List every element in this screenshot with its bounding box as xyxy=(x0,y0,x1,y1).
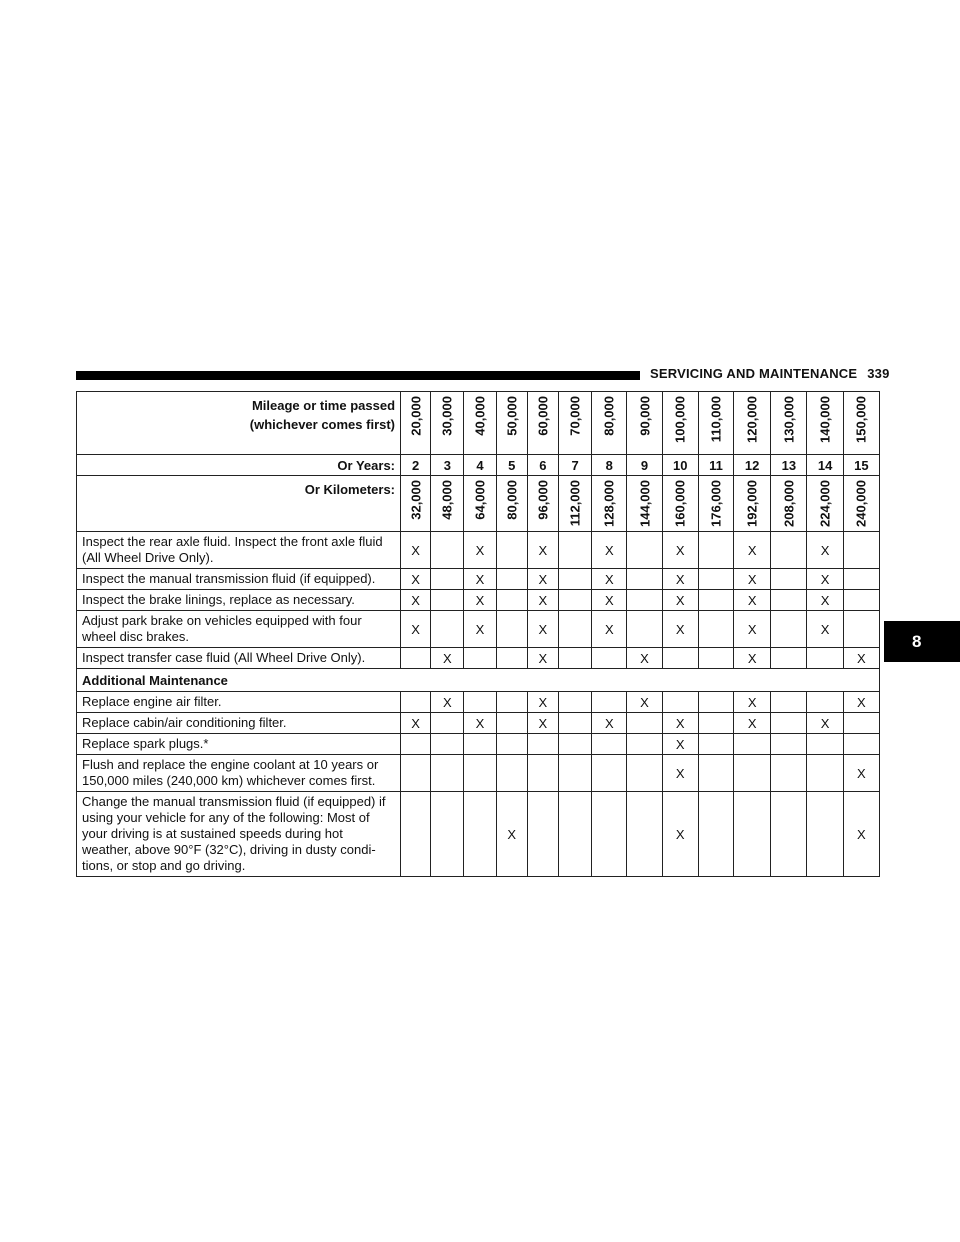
service-mark: X xyxy=(431,648,464,669)
mileage-header-row xyxy=(77,392,880,455)
mileage-column-header xyxy=(592,392,627,455)
mileage-column-header xyxy=(558,392,591,455)
mileage-column-header-text: 120,000 xyxy=(744,396,760,443)
service-mark: X xyxy=(734,611,771,648)
mileage-column-header xyxy=(431,392,464,455)
service-mark xyxy=(558,734,591,755)
years-row xyxy=(77,455,880,476)
service-mark: X xyxy=(734,532,771,569)
service-mark xyxy=(464,734,496,755)
service-mark xyxy=(527,792,558,877)
service-mark xyxy=(843,532,879,569)
service-mark: X xyxy=(627,648,662,669)
service-mark xyxy=(662,648,698,669)
service-mark xyxy=(496,569,527,590)
service-mark xyxy=(558,755,591,792)
years-cell: 5 xyxy=(496,455,527,476)
mileage-column-header-text: 90,000 xyxy=(637,396,652,436)
service-mark xyxy=(431,792,464,877)
mileage-column-header xyxy=(662,392,698,455)
service-mark: X xyxy=(662,734,698,755)
task-description: Replace spark plugs.* xyxy=(77,734,401,755)
years-cell: 10 xyxy=(662,455,698,476)
service-mark: X xyxy=(527,532,558,569)
service-mark: X xyxy=(807,611,843,648)
service-mark: X xyxy=(662,611,698,648)
service-mark: X xyxy=(592,713,627,734)
service-mark: X xyxy=(401,532,431,569)
mileage-column-header-text: 130,000 xyxy=(781,396,797,443)
task-description: Inspect the brake linings, replace as necessary. xyxy=(77,590,401,611)
service-mark xyxy=(627,532,662,569)
mileage-column-header-text: 20,000 xyxy=(408,396,424,436)
service-mark xyxy=(592,692,627,713)
service-mark xyxy=(496,611,527,648)
service-mark: X xyxy=(527,692,558,713)
service-mark: X xyxy=(662,590,698,611)
service-mark xyxy=(431,532,464,569)
kilometers-column-header xyxy=(496,476,527,532)
service-mark: X xyxy=(843,755,879,792)
service-mark xyxy=(496,755,527,792)
kilometers-column-header xyxy=(431,476,464,532)
kilometers-column-header-text: 160,000 xyxy=(672,480,688,527)
service-mark: X xyxy=(662,532,698,569)
kilometers-column-header-text: 144,000 xyxy=(637,480,652,527)
kilometers-column-header xyxy=(627,476,662,532)
mileage-column-header xyxy=(464,392,496,455)
service-mark: X xyxy=(401,713,431,734)
kilometers-row xyxy=(77,476,880,532)
service-mark: X xyxy=(464,532,496,569)
kilometers-column-header xyxy=(527,476,558,532)
service-mark: X xyxy=(431,692,464,713)
table-row xyxy=(77,713,880,734)
service-mark: X xyxy=(592,532,627,569)
service-mark xyxy=(558,792,591,877)
service-mark xyxy=(627,792,662,877)
mileage-column-header-text: 140,000 xyxy=(817,396,833,443)
kilometers-column-header-text: 48,000 xyxy=(439,480,455,520)
kilometers-column-header xyxy=(662,476,698,532)
kilometers-column-header xyxy=(401,476,431,532)
mileage-column-header-text: 70,000 xyxy=(567,396,583,436)
kilometers-column-header-text: 176,000 xyxy=(708,480,724,527)
table-row xyxy=(77,532,880,569)
service-mark xyxy=(843,713,879,734)
service-mark: X xyxy=(401,590,431,611)
service-mark xyxy=(698,692,733,713)
service-mark xyxy=(431,569,464,590)
service-mark xyxy=(627,590,662,611)
service-mark xyxy=(558,590,591,611)
service-mark: X xyxy=(843,792,879,877)
service-mark: X xyxy=(592,590,627,611)
service-mark: X xyxy=(527,713,558,734)
mileage-column-header xyxy=(771,392,807,455)
service-mark xyxy=(698,648,733,669)
section-title: SERVICING AND MAINTENANCE xyxy=(650,366,858,381)
service-mark: X xyxy=(807,532,843,569)
mileage-column-header-text: 60,000 xyxy=(535,396,551,436)
years-cell: 14 xyxy=(807,455,843,476)
service-mark: X xyxy=(662,569,698,590)
service-mark xyxy=(592,648,627,669)
service-mark xyxy=(807,792,843,877)
kilometers-column-header xyxy=(734,476,771,532)
service-mark xyxy=(843,611,879,648)
service-mark xyxy=(771,713,807,734)
service-mark xyxy=(771,692,807,713)
service-mark: X xyxy=(734,713,771,734)
service-mark xyxy=(558,713,591,734)
kilometers-label: Or Kilometers: xyxy=(77,476,401,532)
task-description: Inspect the manual transmission fluid (if equipped). xyxy=(77,569,401,590)
service-mark xyxy=(496,713,527,734)
service-mark xyxy=(771,648,807,669)
kilometers-column-header-text: 112,000 xyxy=(567,480,583,527)
service-mark xyxy=(698,734,733,755)
service-mark: X xyxy=(527,648,558,669)
service-mark xyxy=(431,755,464,792)
kilometers-column-header xyxy=(464,476,496,532)
mileage-column-header xyxy=(496,392,527,455)
task-description: Inspect the rear axle fluid. Inspect the front axle fluid (All Wheel Drive Only). xyxy=(77,532,401,569)
mileage-column-header-text: 40,000 xyxy=(472,396,488,436)
years-label: Or Years: xyxy=(77,455,401,476)
mileage-column-header xyxy=(627,392,662,455)
service-mark xyxy=(807,692,843,713)
service-mark xyxy=(734,734,771,755)
mileage-column-header xyxy=(527,392,558,455)
service-mark xyxy=(401,755,431,792)
service-mark xyxy=(734,792,771,877)
service-mark: X xyxy=(807,713,843,734)
service-mark: X xyxy=(527,611,558,648)
service-mark: X xyxy=(627,692,662,713)
service-mark: X xyxy=(807,569,843,590)
service-mark: X xyxy=(527,590,558,611)
years-cell: 12 xyxy=(734,455,771,476)
kilometers-column-header-text: 96,000 xyxy=(535,480,551,520)
service-mark: X xyxy=(592,569,627,590)
service-mark xyxy=(698,792,733,877)
table-row xyxy=(77,590,880,611)
service-mark xyxy=(592,755,627,792)
section-heading: Additional Maintenance xyxy=(77,669,880,692)
service-mark: X xyxy=(662,713,698,734)
service-mark xyxy=(558,569,591,590)
service-mark xyxy=(401,692,431,713)
service-mark: X xyxy=(527,569,558,590)
service-mark xyxy=(401,792,431,877)
service-mark xyxy=(698,590,733,611)
kilometers-column-header xyxy=(771,476,807,532)
service-mark: X xyxy=(464,611,496,648)
service-mark xyxy=(698,611,733,648)
service-mark xyxy=(843,569,879,590)
service-mark: X xyxy=(464,569,496,590)
service-mark xyxy=(431,713,464,734)
service-mark xyxy=(431,611,464,648)
mileage-column-header xyxy=(807,392,843,455)
service-mark xyxy=(558,532,591,569)
section-row xyxy=(77,669,880,692)
service-mark xyxy=(843,734,879,755)
years-cell: 4 xyxy=(464,455,496,476)
service-mark xyxy=(771,734,807,755)
kilometers-column-header-text: 80,000 xyxy=(504,480,520,520)
service-mark: X xyxy=(843,648,879,669)
mileage-column-header-text: 80,000 xyxy=(601,396,617,436)
service-mark: X xyxy=(464,713,496,734)
service-mark xyxy=(771,755,807,792)
service-mark xyxy=(698,713,733,734)
service-mark xyxy=(401,734,431,755)
service-mark: X xyxy=(734,692,771,713)
service-mark xyxy=(627,611,662,648)
service-mark xyxy=(734,755,771,792)
kilometers-column-header-text: 32,000 xyxy=(408,480,424,520)
table-row xyxy=(77,734,880,755)
kilometers-column-header xyxy=(807,476,843,532)
table-row xyxy=(77,792,880,877)
chapter-tab: 8 xyxy=(884,621,960,662)
service-mark xyxy=(627,755,662,792)
service-mark: X xyxy=(807,590,843,611)
page-number: 339 xyxy=(867,366,890,381)
kilometers-column-header-text: 224,000 xyxy=(817,480,833,527)
kilometers-column-header-text: 192,000 xyxy=(744,480,760,527)
kilometers-column-header xyxy=(843,476,879,532)
service-mark xyxy=(698,569,733,590)
years-cell: 3 xyxy=(431,455,464,476)
service-mark xyxy=(843,590,879,611)
years-cell: 15 xyxy=(843,455,879,476)
mileage-column-header-text: 110,000 xyxy=(708,396,724,443)
service-mark xyxy=(627,734,662,755)
service-mark xyxy=(592,734,627,755)
task-description: Flush and replace the engine coolant at 10 years or 150,000 miles (240,000 km) whichever comes first. xyxy=(77,755,401,792)
service-mark xyxy=(527,734,558,755)
service-mark xyxy=(592,792,627,877)
table-row xyxy=(77,692,880,713)
task-description: Adjust park brake on vehicles equipped with four wheel disc brakes. xyxy=(77,611,401,648)
table-row xyxy=(77,611,880,648)
years-cell: 7 xyxy=(558,455,591,476)
mileage-column-header-text: 100,000 xyxy=(672,396,688,443)
service-mark xyxy=(401,648,431,669)
table-row xyxy=(77,755,880,792)
service-mark: X xyxy=(734,648,771,669)
years-cell: 9 xyxy=(627,455,662,476)
task-description: Change the manual transmission fluid (if equipped) if using your vehicle for any of the following: Most of your driving is at sustained speeds during hot weather, above 90°F (32°C), driving in dusty condi- tions, or stop and go driving. xyxy=(77,792,401,877)
service-mark xyxy=(464,692,496,713)
service-mark xyxy=(627,713,662,734)
service-mark: X xyxy=(734,569,771,590)
service-mark xyxy=(496,532,527,569)
mileage-column-header xyxy=(734,392,771,455)
service-mark xyxy=(558,611,591,648)
kilometers-column-header-text: 208,000 xyxy=(781,480,797,527)
mileage-column-header xyxy=(698,392,733,455)
service-mark: X xyxy=(662,755,698,792)
service-mark xyxy=(627,569,662,590)
service-mark xyxy=(464,755,496,792)
kilometers-column-header xyxy=(698,476,733,532)
table-row xyxy=(77,569,880,590)
years-cell: 8 xyxy=(592,455,627,476)
service-mark xyxy=(771,590,807,611)
service-mark xyxy=(496,590,527,611)
service-mark xyxy=(431,590,464,611)
service-mark xyxy=(807,755,843,792)
mileage-column-header-text: 150,000 xyxy=(853,396,869,443)
kilometers-column-header xyxy=(592,476,627,532)
header-rule xyxy=(76,371,640,380)
service-mark xyxy=(807,648,843,669)
service-mark xyxy=(662,692,698,713)
maintenance-schedule-table xyxy=(76,391,880,877)
service-mark: X xyxy=(496,792,527,877)
mileage-column-header xyxy=(843,392,879,455)
service-mark xyxy=(698,532,733,569)
service-mark xyxy=(464,792,496,877)
service-mark xyxy=(431,734,464,755)
service-mark: X xyxy=(464,590,496,611)
kilometers-column-header-text: 240,000 xyxy=(853,480,869,527)
mileage-column-header-text: 50,000 xyxy=(504,396,520,436)
service-mark: X xyxy=(662,792,698,877)
years-cell: 13 xyxy=(771,455,807,476)
years-cell: 6 xyxy=(527,455,558,476)
service-mark: X xyxy=(592,611,627,648)
service-mark xyxy=(807,734,843,755)
service-mark xyxy=(496,648,527,669)
running-header xyxy=(650,366,890,381)
service-mark xyxy=(527,755,558,792)
kilometers-column-header-text: 128,000 xyxy=(601,480,617,527)
service-mark xyxy=(558,692,591,713)
years-cell: 2 xyxy=(401,455,431,476)
service-mark: X xyxy=(734,590,771,611)
task-description: Replace cabin/air conditioning filter. xyxy=(77,713,401,734)
task-description: Inspect transfer case fluid (All Wheel Drive Only). xyxy=(77,648,401,669)
mileage-column-header-text: 30,000 xyxy=(439,396,455,436)
mileage-column-header xyxy=(401,392,431,455)
task-description: Replace engine air filter. xyxy=(77,692,401,713)
kilometers-column-header xyxy=(558,476,591,532)
years-cell: 11 xyxy=(698,455,733,476)
service-mark: X xyxy=(401,611,431,648)
kilometers-column-header-text: 64,000 xyxy=(472,480,488,520)
service-mark xyxy=(771,569,807,590)
service-mark xyxy=(496,692,527,713)
service-mark xyxy=(771,532,807,569)
service-mark xyxy=(698,755,733,792)
service-mark: X xyxy=(843,692,879,713)
service-mark xyxy=(496,734,527,755)
service-mark xyxy=(464,648,496,669)
service-mark xyxy=(558,648,591,669)
service-mark xyxy=(771,611,807,648)
mileage-label: Mileage or time passed (whichever comes first) xyxy=(77,392,401,455)
service-mark: X xyxy=(401,569,431,590)
table-row xyxy=(77,648,880,669)
service-mark xyxy=(771,792,807,877)
